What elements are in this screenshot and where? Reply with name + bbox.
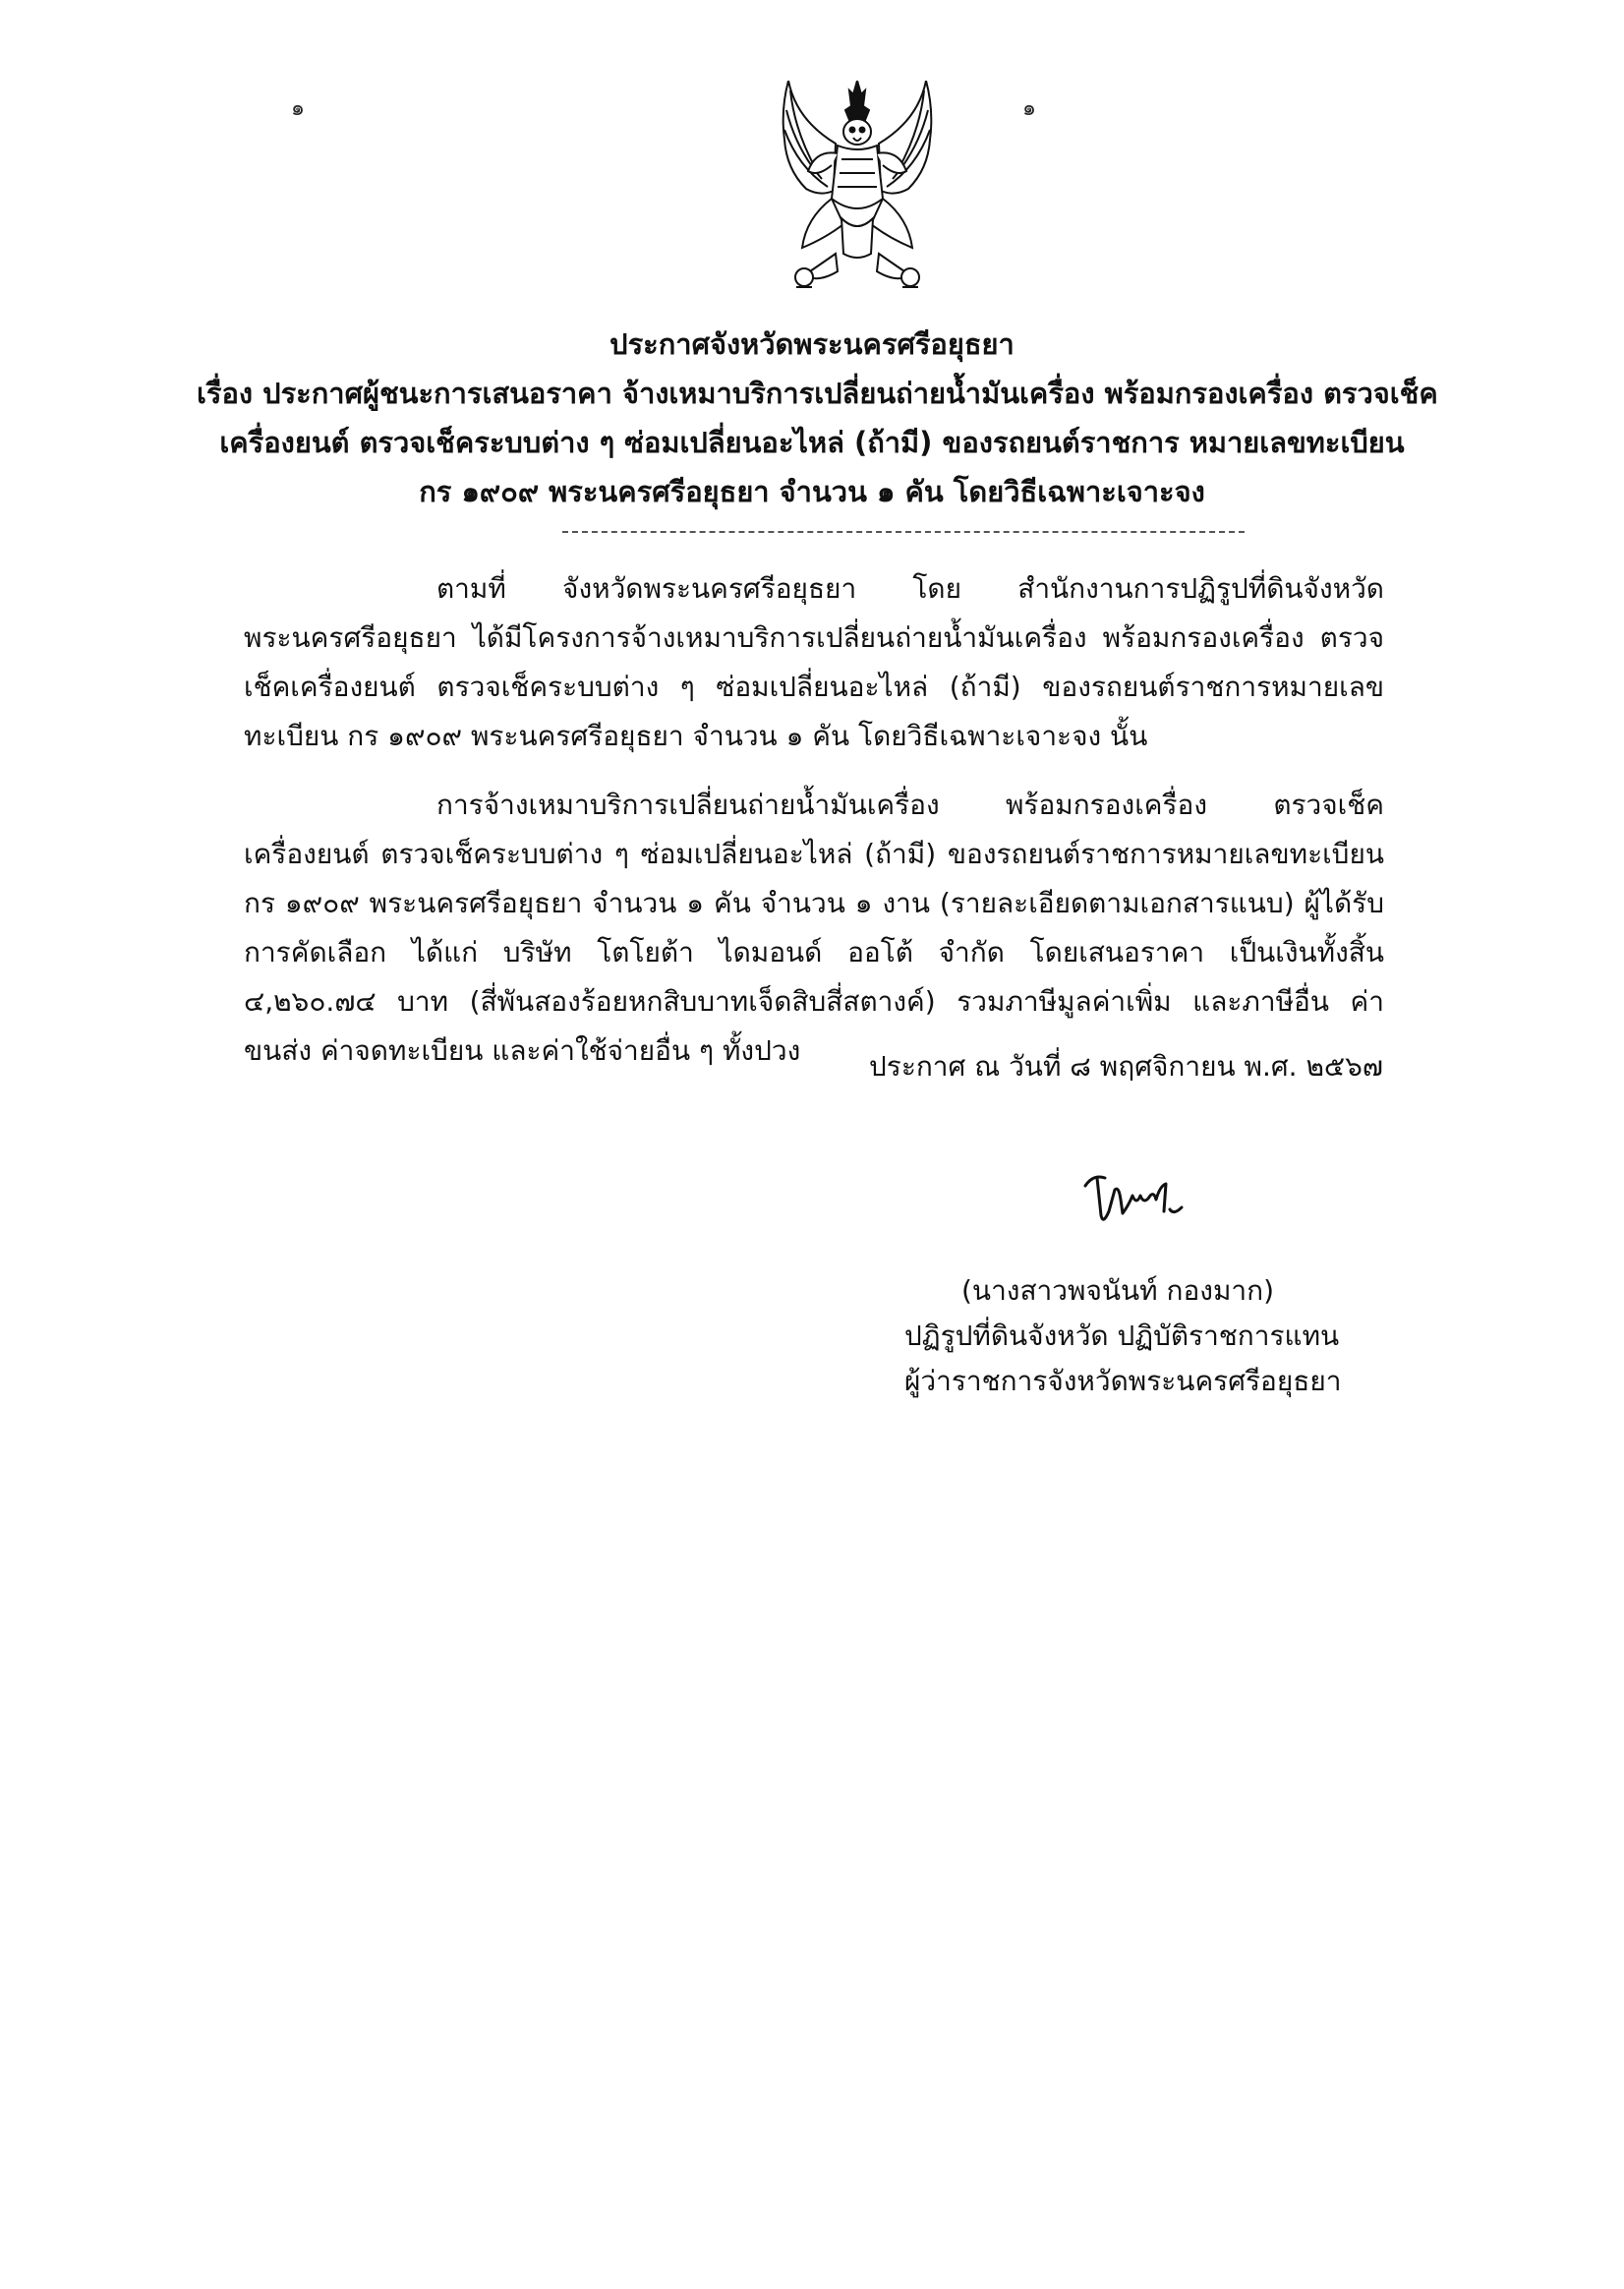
- heading-subject-line-1: เรื่อง ประกาศผู้ชนะการเสนอราคา จ้างเหมาบริการเปลี่ยนถ่ายน้ำมันเครื่อง พร้อมกรองเครื่อง ตรวจเช็ค: [197, 377, 1438, 410]
- signer-position-1: ปฏิรูปที่ดินจังหวัด ปฏิบัติราชการแทน: [904, 1320, 1340, 1352]
- heading-subject-line-3: กร ๑๙๐๙ พระนครศรีอยุธยา จำนวน ๑ คัน โดยวิธีเฉพาะเจาะจง: [419, 475, 1205, 508]
- announcement-date: ประกาศ ณ วันที่ ๘ พฤศจิกายน พ.ศ. ๒๕๖๗: [869, 1050, 1383, 1083]
- corner-mark-right: ๑: [1022, 96, 1036, 121]
- heading-title: ประกาศจังหวัดพระนครศรีอยุธยา: [609, 327, 1015, 361]
- body-paragraph-2: [244, 781, 1384, 1076]
- announcement-heading: [197, 320, 1438, 516]
- corner-mark-left: ๑: [291, 96, 305, 121]
- body-paragraph-1: [244, 564, 1384, 761]
- signer-position-2: ผู้ว่าราชการจังหวัดพระนครศรีอยุธยา: [904, 1365, 1342, 1397]
- heading-subject-line-2: เครื่องยนต์ ตรวจเช็คระบบต่าง ๆ ซ่อมเปลี่ยนอะไหล่ (ถ้ามี) ของรถยนต์ราชการ หมายเลขทะเบียน: [219, 426, 1405, 459]
- dashed-divider: [562, 531, 1245, 533]
- handwritten-signature: [1079, 1156, 1217, 1235]
- garuda-emblem-icon: [777, 81, 938, 303]
- signer-name: (นางสาวพจนันท์ กองมาก): [961, 1274, 1274, 1307]
- paragraph-1-text: ตามที่ จังหวัดพระนครศรีอยุธยา โดย สำนักงานการปฏิรูปที่ดินจังหวัดพระนครศรีอยุธยา ได้มีโครงการจ้างเหมาบริการเปลี่ยนถ่ายน้ำมันเครื่อง พร้อมกรองเครื่อง ตรวจเช็คเครื่องยนต์ ตรวจเช็คระบบต่าง ๆ ซ่อมเปลี่ยนอะไหล่ (ถ้ามี) ของรถยนต์ราชการหมายเลขทะเบียน กร ๑๙๐๙ พระนครศรีอยุธยา จำนวน ๑ คัน โดยวิธีเฉพาะเจาะจง นั้น: [244, 572, 1384, 752]
- paragraph-2-text: การจ้างเหมาบริการเปลี่ยนถ่ายน้ำมันเครื่อง พร้อมกรองเครื่อง ตรวจเช็คเครื่องยนต์ ตรวจเช็คระบบต่าง ๆ ซ่อมเปลี่ยนอะไหล่ (ถ้ามี) ของรถยนต์ราชการหมายเลขทะเบียน กร ๑๙๐๙ พระนครศรีอยุธยา จำนวน ๑ คัน จำนวน ๑ งาน (รายละเอียดตามเอกสารแนบ) ผู้ได้รับการคัดเลือก ได้แก่ บริษัท โตโยต้า ไดมอนด์ ออโต้ จำกัด โดยเสนอราคา เป็นเงินทั้งสิ้น ๔,๒๖๐.๗๔ บาท (สี่พันสองร้อยหกสิบบาทเจ็ดสิบสี่สตางค์) รวมภาษีมูลค่าเพิ่ม และภาษีอื่น ค่าขนส่ง ค่าจดทะเบียน และค่าใช้จ่ายอื่น ๆ ทั้งปวง: [244, 789, 1384, 1067]
